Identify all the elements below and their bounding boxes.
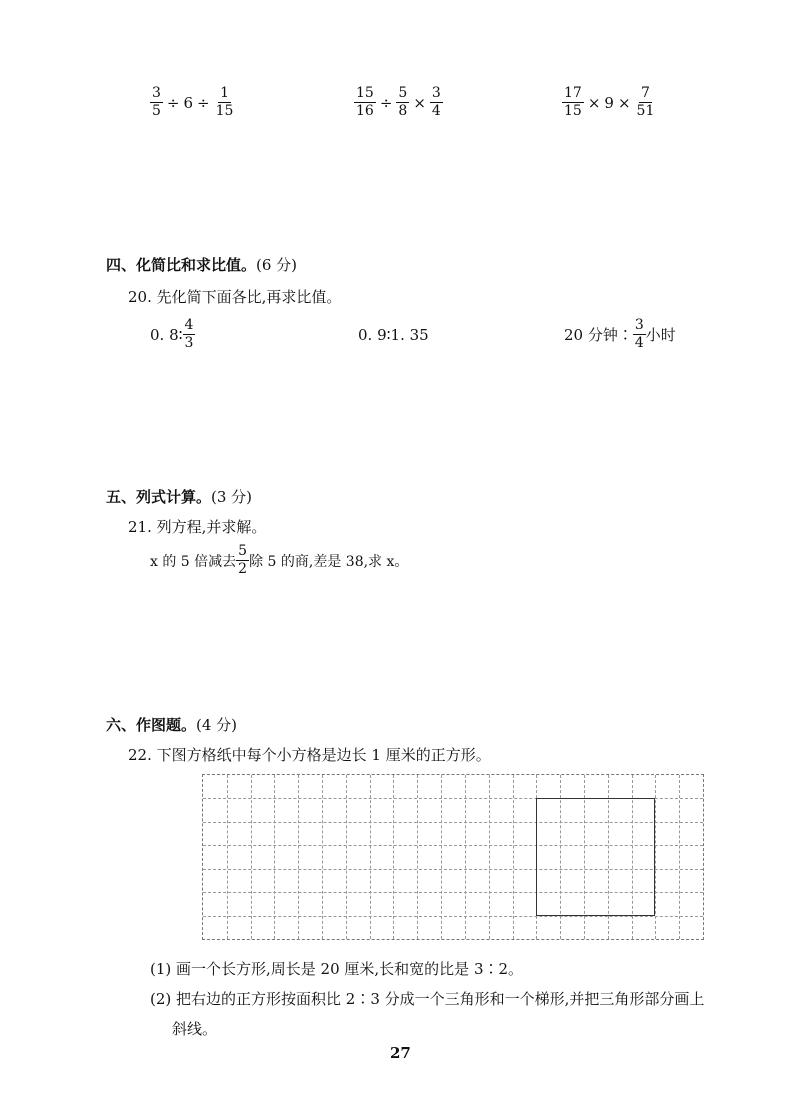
section-4-heading: 四、化简比和求比值。(6 分) xyxy=(106,256,298,274)
question-21: 21. 列方程,并求解。 xyxy=(128,518,267,536)
question-22-part-2-continued: 斜线。 xyxy=(172,1020,218,1038)
question-22: 22. 下图方格纸中每个小方格是边长 1 厘米的正方形。 xyxy=(128,746,491,764)
number: 9 xyxy=(604,93,614,112)
operator: ÷ xyxy=(379,93,393,112)
grid-line-vertical xyxy=(251,775,252,939)
number: 6 xyxy=(183,93,194,112)
grid-line-vertical xyxy=(679,775,680,939)
ratio-2: 0. 9∶1. 35 xyxy=(358,326,429,344)
operator: ÷ xyxy=(197,93,210,112)
operator: × xyxy=(587,93,601,112)
fraction: $\frac{3}{4}$ xyxy=(431,85,441,119)
section-5-heading: 五、列式计算。(3 分) xyxy=(106,488,253,506)
square-figure xyxy=(536,798,655,915)
grid-line-vertical xyxy=(322,775,323,939)
operator: × xyxy=(617,93,631,112)
page-number: 27 xyxy=(390,1044,411,1062)
fraction: $\frac{1}{15}$ xyxy=(215,85,234,119)
operator: ÷ xyxy=(166,93,180,112)
calc-expr-1 xyxy=(150,86,235,119)
fraction: $\frac{3}{5}$ xyxy=(152,85,161,119)
fraction: $\frac{7}{51}$ xyxy=(636,85,655,119)
grid-line-vertical xyxy=(346,775,347,939)
grid-line-vertical xyxy=(370,775,371,939)
question-22-part-2: (2) 把右边的正方形按面积比 2∶3 分成一个三角形和一个梯形,并把三角形部分画上 xyxy=(150,990,705,1008)
question-21-problem: x 的 5 倍减去 $\frac{5}{2}$ 除 5 的商,差是 38,求 x。 xyxy=(150,543,409,577)
question-20: 20. 先化简下面各比,再求比值。 xyxy=(128,288,342,306)
grid-line-vertical xyxy=(417,775,418,939)
operator: × xyxy=(413,93,426,112)
grid-line-vertical xyxy=(393,775,394,939)
fraction: $\frac{15}{16}$ xyxy=(356,85,374,119)
calc-expr-2 xyxy=(354,86,443,119)
calc-expr-3 xyxy=(562,86,656,119)
question-22-part-1: (1) 画一个长方形,周长是 20 厘米,长和宽的比是 3∶2。 xyxy=(150,960,524,978)
fraction: $\frac{3}{4}$ xyxy=(634,317,644,351)
grid-line-vertical xyxy=(489,775,490,939)
grid-line-vertical xyxy=(298,775,299,939)
fraction: $\frac{17}{15}$ xyxy=(564,85,582,119)
grid-paper xyxy=(202,774,704,940)
section-6-heading: 六、作图题。(4 分) xyxy=(106,716,238,734)
grid-line-vertical xyxy=(274,775,275,939)
grid-line-horizontal xyxy=(203,916,703,917)
fraction: $\frac{4}{3}$ xyxy=(184,317,194,351)
ratio-1: 0. 8∶ $\frac{4}{3}$ xyxy=(150,317,194,351)
grid-line-vertical xyxy=(441,775,442,939)
fraction: $\frac{5}{2}$ xyxy=(238,543,248,577)
ratio-3: 20 分钟∶ $\frac{3}{4}$ 小时 xyxy=(564,317,676,351)
grid-line-vertical xyxy=(513,775,514,939)
fraction: $\frac{5}{8}$ xyxy=(398,85,408,119)
grid-line-vertical xyxy=(465,775,466,939)
grid-line-vertical xyxy=(227,775,228,939)
grid-line-vertical xyxy=(655,775,656,939)
